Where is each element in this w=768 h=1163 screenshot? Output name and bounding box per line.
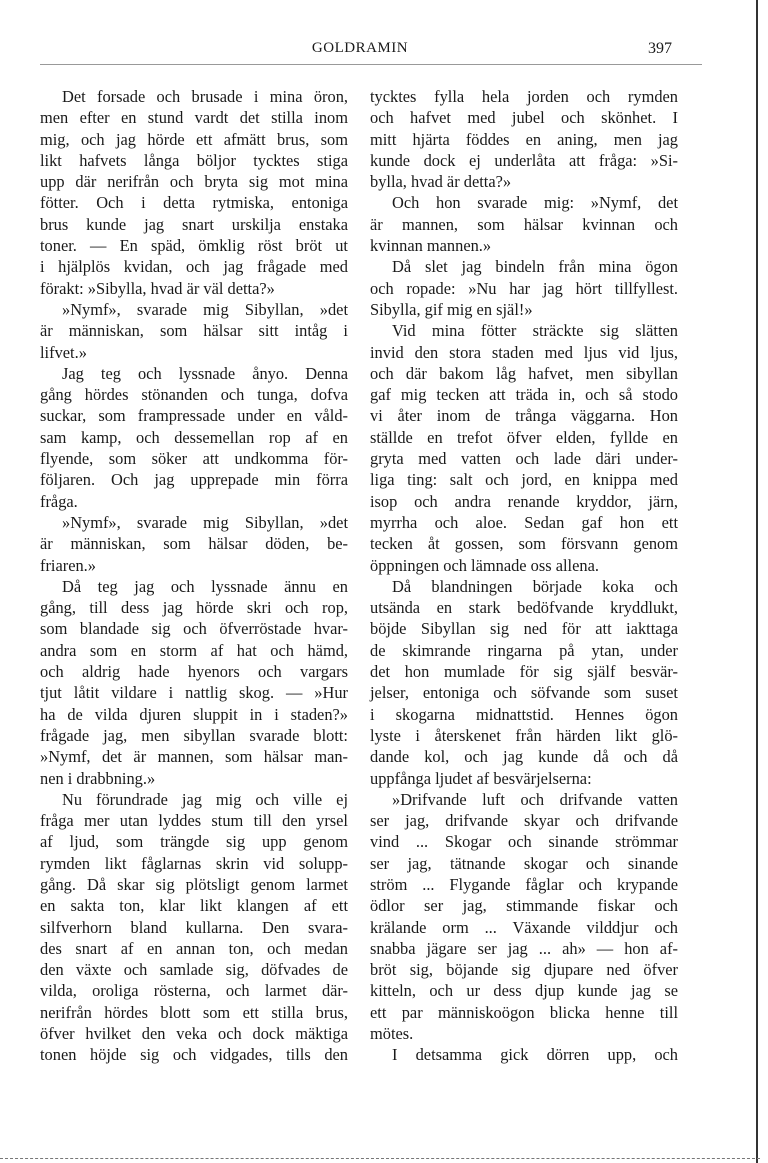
text-line: des snart af en annan ton, och medan — [40, 938, 348, 958]
text-line: friaren.» — [40, 555, 96, 575]
text-line: kitteln, och ur dess djup kunde jag se — [370, 981, 678, 1001]
text-line: suckar, som frampressade under en våld- — [40, 406, 348, 426]
paragraph — [40, 363, 348, 512]
text-line: isop och andra renande kryddor, järn, — [370, 491, 678, 511]
text-line: gång hördes stönanden och tunga, dofva — [40, 385, 348, 405]
text-line: lifvet.» — [40, 342, 87, 362]
text-line: tecken åt gossen, som försvann genom — [370, 534, 678, 554]
text-line: sam kamp, och dessemellan rop af en — [40, 427, 348, 447]
text-line: fråga mer utan lyddes stum till den yrsel — [40, 811, 348, 831]
text-line: Och hon svarade mig: »Nymf, det — [392, 193, 678, 213]
text-line: öppningen och lämnade oss allena. — [370, 555, 599, 575]
paragraph — [370, 1044, 678, 1065]
text-line: vind ... Skogar och sinande strömmar — [370, 832, 678, 852]
paragraph — [40, 576, 348, 789]
paragraph — [370, 256, 678, 320]
text-line: ser jag, tätnande skogar och sinande — [370, 853, 678, 873]
text-line: mötes. — [370, 1024, 414, 1044]
text-line: »Nymf, det är mannen, som hälsar man- — [40, 747, 348, 767]
text-line: Vid mina fötter sträckte sig slätten — [392, 321, 678, 341]
text-line: Då blandningen började koka och — [392, 576, 678, 596]
text-line: silfverhorn bland kullarna. Den svara- — [40, 917, 348, 937]
text-line: vilda, oroliga rösterna, och larmet där- — [40, 981, 348, 1001]
text-line: uppfånga ljudet af besvärjelserna: — [370, 768, 592, 788]
text-line: Då teg jag och lyssnade ännu en — [62, 576, 348, 596]
paragraph — [40, 86, 348, 299]
text-line: liga ting: salt och jord, en knippa med — [370, 470, 678, 490]
paragraph — [40, 512, 348, 576]
text-line: det hon mumlade för sig själf besvär- — [370, 662, 678, 682]
text-line: ha de vilda djuren sluppit in i staden?» — [40, 704, 348, 724]
text-line: »Nymf», svarade mig Sibyllan, »det — [62, 512, 348, 532]
text-line: »Drifvande luft och drifvande vatten — [392, 789, 678, 809]
text-line: gaf mig tecken att träda in, och så stodo — [370, 385, 678, 405]
text-line: gång, till dess jag hörde skri och rop, — [40, 598, 348, 618]
text-line: Sibylla, gif mig en själ!» — [370, 299, 533, 319]
text-line: Det forsade och brusade i mina öron, — [62, 87, 348, 106]
paragraph — [40, 299, 348, 363]
text-line: krälande orm ... Växande vilddjur och — [370, 917, 678, 937]
text-line: utsända en stark bedöfvande kryddlukt, — [370, 598, 678, 618]
text-line: toner. — En späd, ömklig röst bröt ut — [40, 236, 348, 256]
text-line: kunde dock ej underlåta att fråga: »Si- — [370, 150, 678, 170]
paragraph — [370, 789, 678, 1045]
text-line: frågade jag, men sibyllan svarade blott: — [40, 725, 348, 745]
text-line: dande kol, och jag kunde då och då — [370, 747, 678, 767]
text-line: tonen höjde sig och vidgades, tills den — [40, 1045, 348, 1065]
text-line: gryta med vatten och lade däri under- — [370, 449, 678, 469]
text-column-right — [370, 86, 678, 1066]
text-line: gång. Då skar sig plötsligt genom larmet — [40, 874, 348, 894]
text-line: myrrha och aloe. Sedan gaf hon ett — [370, 512, 678, 532]
text-line: »Nymf», svarade mig Sibyllan, »det — [62, 299, 348, 319]
text-line: nen i drabbning.» — [40, 768, 156, 788]
text-line: bröt sig, böjande sig djupare ned öfver — [370, 960, 678, 980]
text-line: Jag teg och lyssnade ånyo. Denna — [62, 363, 348, 383]
text-line: och där bakom låg hafvet, men sibyllan — [370, 363, 678, 383]
text-line: vi åter inom de trånga väggarna. Hon — [370, 406, 678, 426]
text-line: böjde Sibyllan sig ned för att iakttaga — [370, 619, 678, 639]
text-line: rymden likt fåglarnas skrin vid solupp- — [40, 853, 348, 873]
text-line: tjut låtit vildare i nattlig skog. — »Hur — [40, 683, 348, 703]
text-line: som blandade sig och öfverröstade hvar- — [40, 619, 348, 639]
text-line: I detsamma gick dörren upp, och — [392, 1045, 678, 1065]
text-line: mig, och jag hörde ett afmätt brus, som — [40, 129, 348, 149]
text-line: lyste i återskenet från härden likt glö- — [370, 725, 678, 745]
text-line: och ropade: »Nu har jag hört tillfyllest. — [370, 278, 678, 298]
text-line: snabba jägare ser jag ... ah» — hon af- — [370, 938, 678, 958]
text-line: de skimrande ringarna på ytan, under — [370, 640, 678, 660]
text-line: Nu förundrade jag mig och ville ej — [62, 789, 348, 809]
text-line: fötter. Och i detta rytmiska, entoniga — [40, 193, 348, 213]
text-line: och aldrig hade hyenors och vargars — [40, 662, 348, 682]
text-line: den växte och samlade sig, döfvades de — [40, 960, 348, 980]
running-header-title: GOLDRAMIN — [311, 40, 409, 56]
text-line: flyende, som söker att undkomma för- — [40, 449, 348, 469]
text-line: andra som en storm af hat och hämd, — [40, 640, 348, 660]
text-line: och hafvet med jubel och skönhet. I — [370, 108, 678, 128]
text-line: invid den stora staden med ljus vid ljus, — [370, 342, 678, 362]
text-line: bylla, hvad är detta?» — [370, 172, 512, 192]
paragraph — [370, 320, 678, 576]
paragraph — [370, 86, 678, 192]
text-line: mitt hjärta föddes en aning, men jag — [370, 129, 678, 149]
text-line: brus kunde jag snart urskilja enstaka — [40, 214, 348, 234]
text-line: i hjälplös kvidan, och jag frågade med — [40, 257, 348, 277]
text-line: likt hafvets långa böljor tycktes stiga — [40, 150, 348, 170]
text-line: ström ... Flygande fåglar och krypande — [370, 874, 678, 894]
text-line: kvinnan mannen.» — [370, 236, 492, 256]
paragraph — [40, 789, 348, 1066]
text-line: upp där nerifrån och bryta sig mot mina — [40, 172, 348, 192]
text-line: i skogarna midnattstid. Hennes ögon — [370, 704, 678, 724]
paragraph — [370, 576, 678, 789]
text-line: öfver hvilket den veka och dock mäktiga — [40, 1024, 348, 1044]
text-line: tycktes fylla hela jorden och rymden — [370, 87, 678, 106]
text-line: är människan, som hälsar döden, be- — [40, 534, 348, 554]
text-line: Då slet jag bindeln från mina ögon — [392, 257, 678, 277]
text-line: nerifrån hördes blott som ett stilla brus, — [40, 1002, 348, 1022]
text-line: jelser, entoniga och söfvande som suset — [370, 683, 678, 703]
text-line: förakt: »Sibylla, hvad är väl detta?» — [40, 278, 275, 298]
text-line: är människan, som hälsar sitt intåg i — [40, 321, 348, 341]
text-line: är mannen, som hälsar kvinnan och — [370, 214, 678, 234]
text-line: men efter en stund vardt det stilla inom — [40, 108, 348, 128]
text-line: ställde en trefot öfver elden, fyllde en — [370, 427, 678, 447]
text-line: ser jag, drifvande skyar och drifvande — [370, 811, 678, 831]
text-column-left — [40, 86, 348, 1066]
bottom-scan-edge — [0, 1158, 760, 1159]
text-line: en sakta ton, klar likt klangen af ett — [40, 896, 348, 916]
paragraph — [370, 192, 678, 256]
header-rule — [40, 64, 702, 65]
text-line: ett par människoögon blicka henne till — [370, 1002, 678, 1022]
text-line: ödlor ser jag, stimmande fiskar och — [370, 896, 678, 916]
text-line: af ljud, som trängde sig upp genom — [40, 832, 348, 852]
text-line: följaren. Och jag upprepade min förra — [40, 470, 348, 490]
page-edge — [756, 0, 758, 1163]
page-number: 397 — [648, 40, 672, 57]
text-line: fråga. — [40, 491, 78, 511]
